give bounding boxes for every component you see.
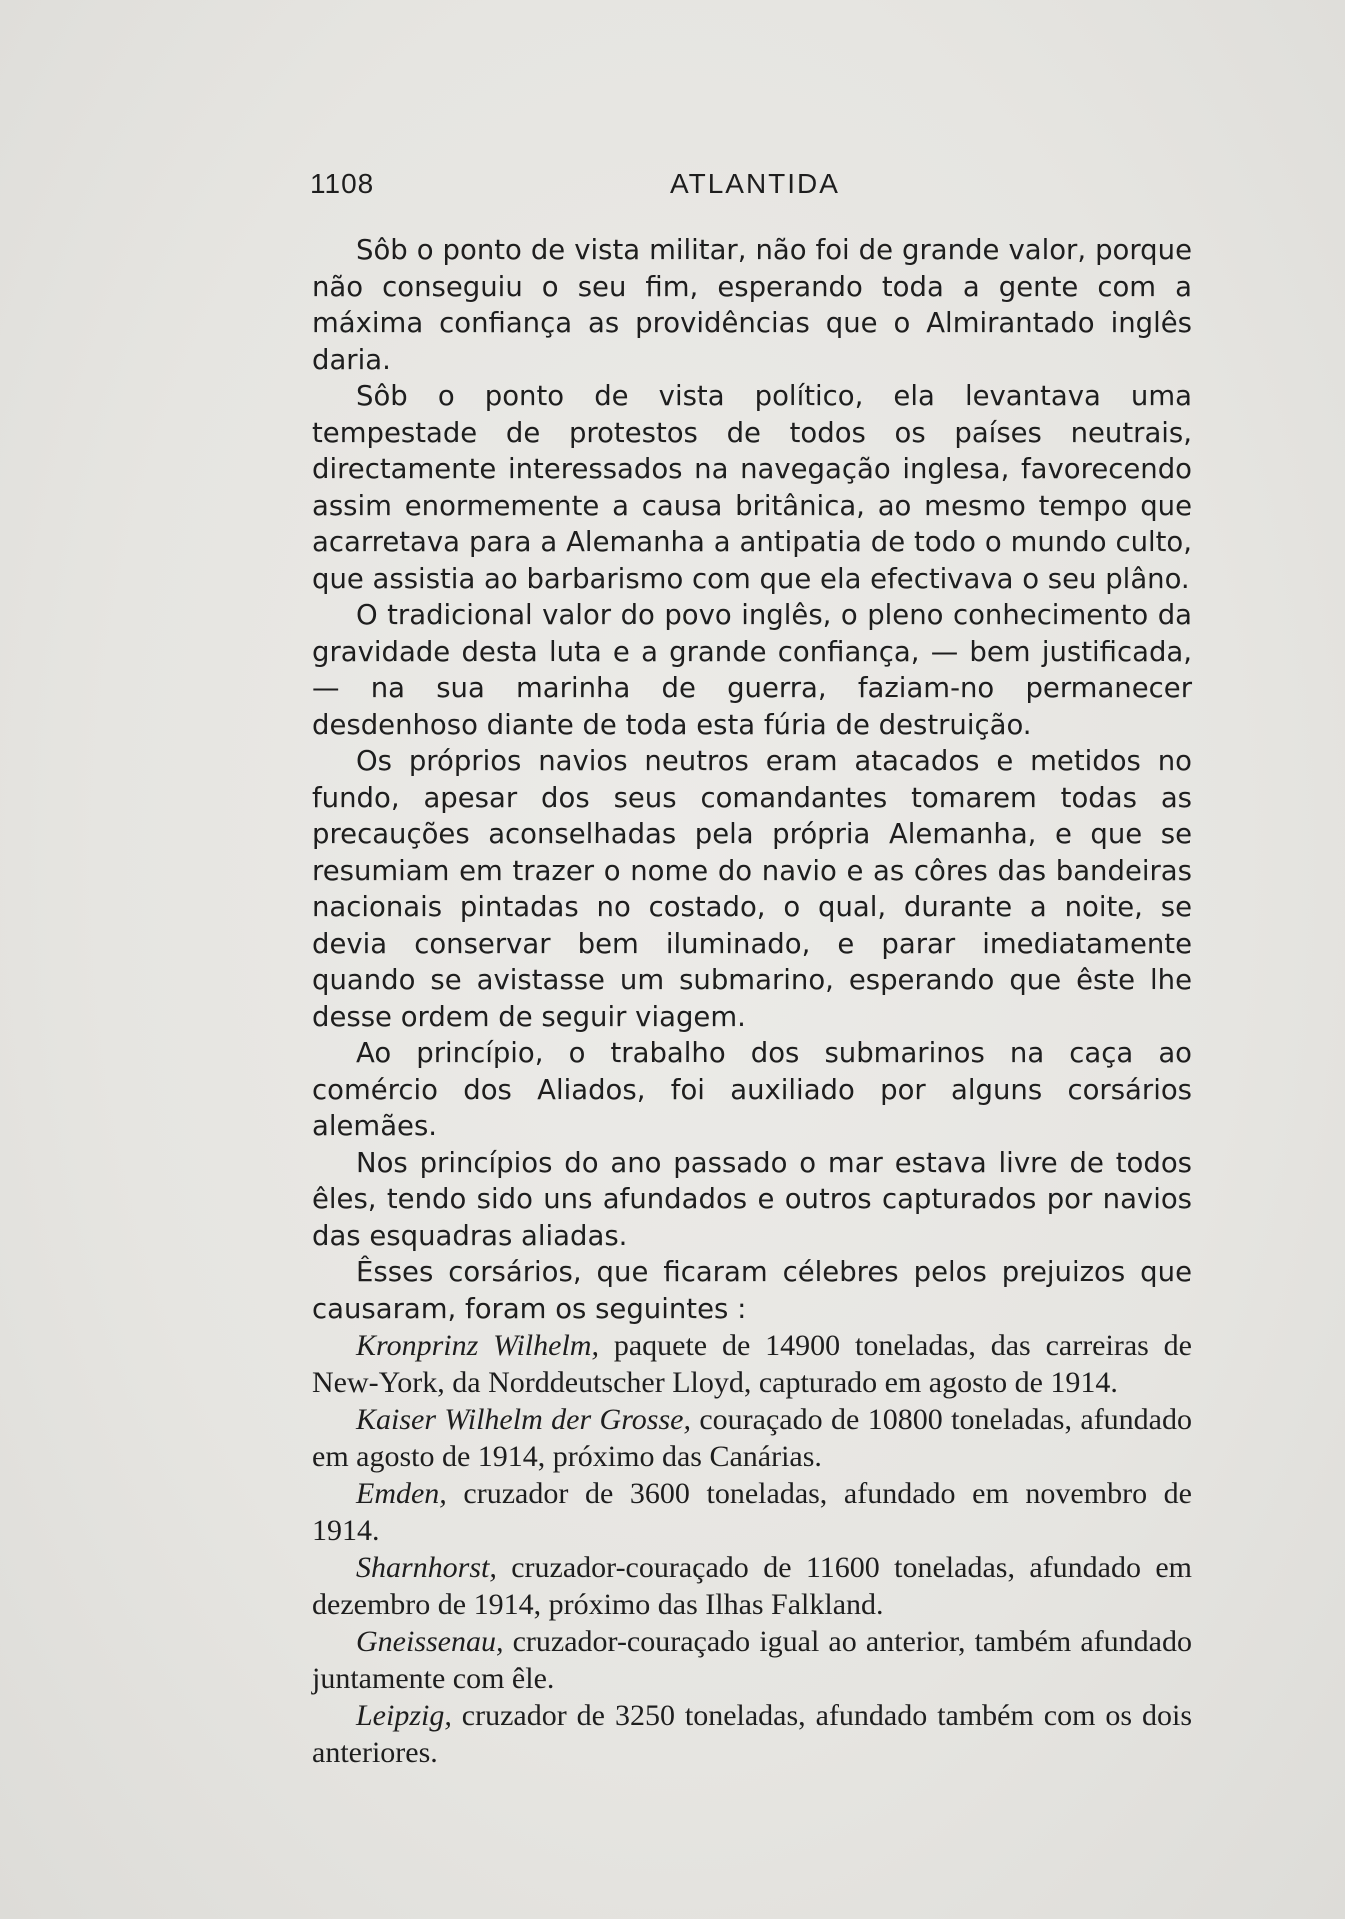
- paragraph: Sôb o ponto de vista militar, não foi de grande valor, porque não conseguiu o seu fim, esperando toda a gente com a máxima confiança as providências que o Almirantado inglês daria.: [312, 234, 1192, 376]
- paragraph: Os próprios navios neutros eram atacados e metidos no fundo, apesar dos seus comandantes tomarem todas as precauções aconselhadas pela própria Alemanha, e que se resumiam em trazer o nome do navio e as côres das bandeiras nacionais pintadas no costado, o qual, durante a noite, se devia conservar bem iluminado, e parar imediatamente quando se avistasse um submarino, esperando que êste lhe desse ordem de seguir viagem.: [312, 745, 1192, 1033]
- ship-entry: [312, 1475, 1192, 1549]
- ship-description: paquete de 14900 toneladas, das carreiras de New-York, da Norddeutscher Lloyd, capturado em agosto de 1914.: [312, 1329, 1192, 1399]
- page-number: 1108: [310, 168, 375, 199]
- paragraph: Ao princípio, o trabalho dos submarinos na caça ao comércio dos Aliados, foi auxiliado por alguns corsários alemães.: [312, 1037, 1192, 1142]
- paragraph: Sôb o ponto de vista político, ela levantava uma tempestade de protestos de todos os países neutrais, directamente interessados na navegação inglesa, favorecendo assim enormemente a causa britânica, ao mesmo tempo que acarretava para a Alemanha a antipatia de todo o mundo culto, que assistia ao barbarismo com que ela efectivava o seu plâno.: [312, 380, 1192, 595]
- ship-description: cruzador de 3250 toneladas, afundado também com os dois anteriores.: [312, 1699, 1192, 1769]
- ship-name: Sharnhorst,: [356, 1551, 497, 1584]
- ship-name: Gneissenau,: [356, 1625, 504, 1658]
- ship-name: Kaiser Wilhelm der Grosse,: [356, 1403, 691, 1436]
- running-title: ATLANTIDA: [670, 168, 840, 199]
- body-text: [312, 232, 1192, 1771]
- paragraph: O tradicional valor do povo inglês, o pleno conhecimento da gravidade desta luta e a grande confiança, — bem justificada, — na sua marinha de guerra, faziam-no permanecer desdenhoso diante de toda esta fúria de destruição.: [312, 599, 1192, 741]
- ship-description: couraçado de 10800 toneladas, afundado em agosto de 1914, próximo das Canárias.: [312, 1403, 1192, 1473]
- ship-entry: [312, 1327, 1192, 1401]
- ship-name: Leipzig,: [356, 1699, 452, 1732]
- ship-description: cruzador de 3600 toneladas, afundado em novembro de 1914.: [312, 1477, 1192, 1547]
- ship-entry: [312, 1549, 1192, 1623]
- ship-description: cruzador-couraçado igual ao anterior, também afundado juntamente com êle.: [312, 1625, 1192, 1695]
- paragraph: Êsses corsários, que ficaram célebres pelos prejuizos que causaram, foram os seguintes :: [312, 1256, 1192, 1325]
- ship-entry: [312, 1697, 1192, 1771]
- ship-name: Kronprinz Wilhelm,: [356, 1329, 599, 1362]
- running-head: [310, 168, 1310, 204]
- ship-name: Emden,: [356, 1477, 447, 1510]
- ship-description: cruzador-couraçado de 11600 toneladas, afundado em dezembro de 1914, próximo das Ilhas Falkland.: [312, 1551, 1192, 1621]
- ship-entry: [312, 1401, 1192, 1475]
- ship-entry: [312, 1623, 1192, 1697]
- paragraph: Nos princípios do ano passado o mar estava livre de todos êles, tendo sido uns afundados e outros capturados por navios das esquadras aliadas.: [312, 1146, 1192, 1252]
